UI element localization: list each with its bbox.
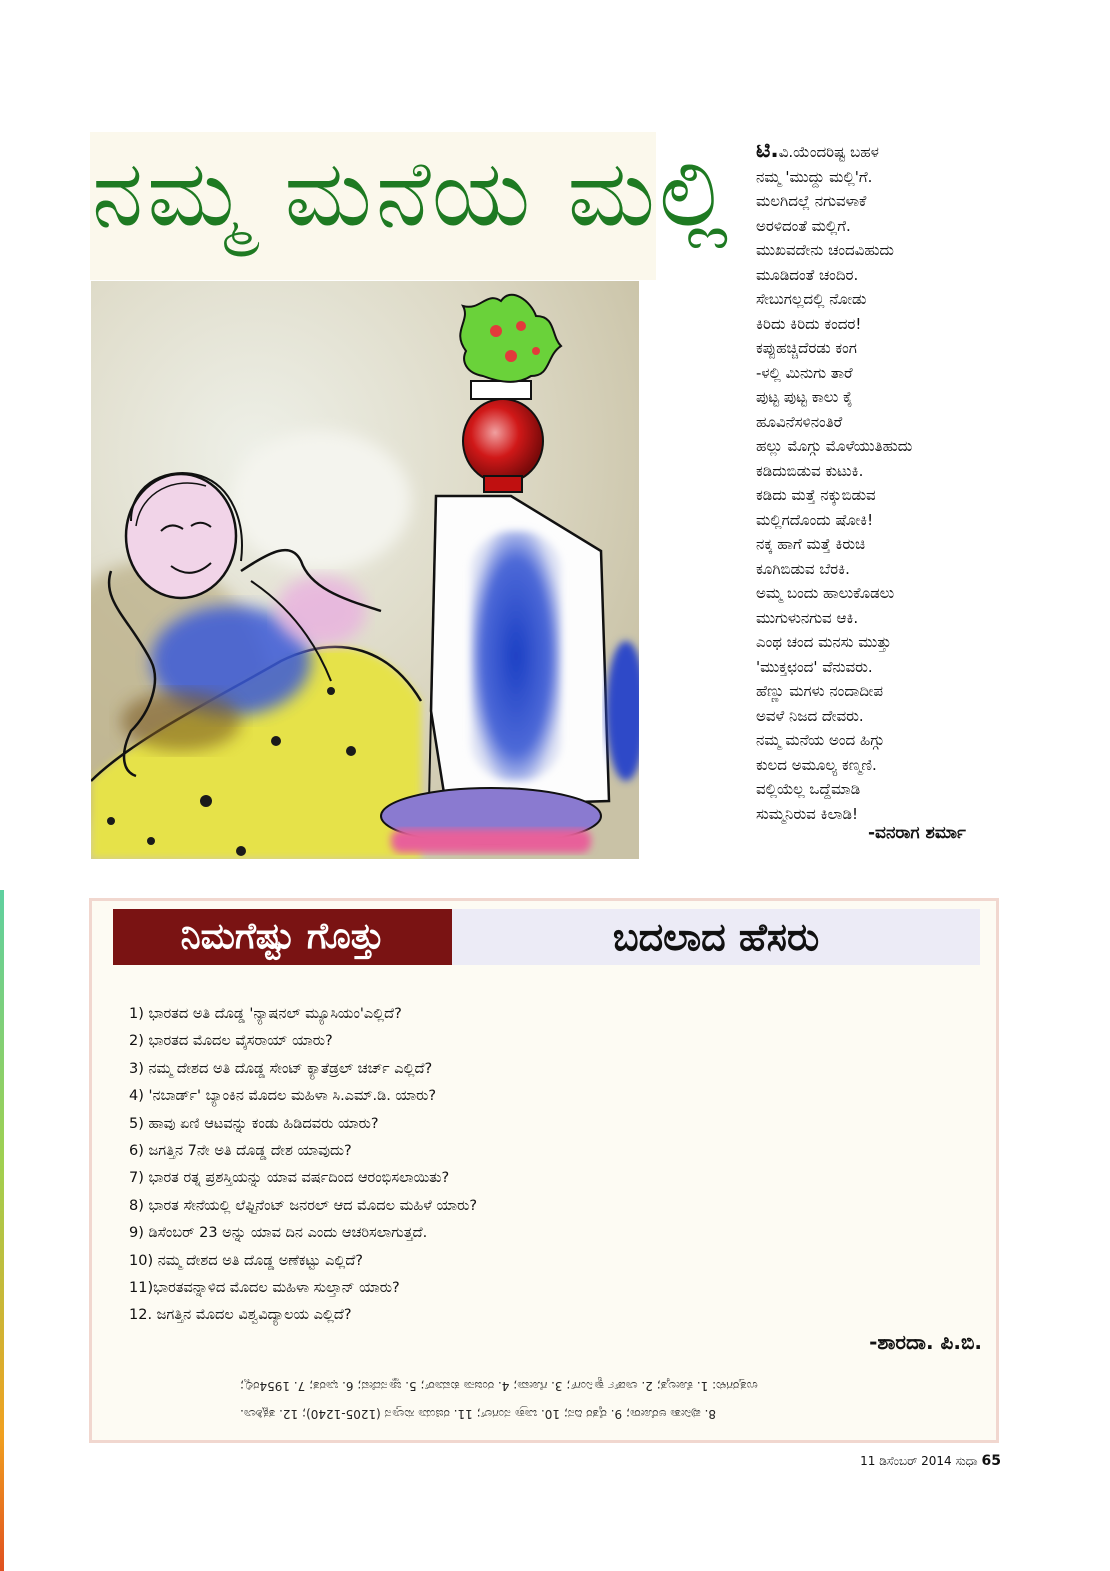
quiz-header-left: ನಿಮಗೆಷ್ಟು ಗೊತ್ತು (113, 909, 452, 965)
poem-line: ಕುಲದ ಅಮೂಲ್ಯ ಕಣ್ಮಣಿ. (756, 755, 877, 774)
poem-line: ಅಮ್ಮ ಬಂದು ಹಾಲುಕೊಡಲು (756, 584, 895, 602)
question-item: 8) ಭಾರತ ಸೇನೆಯಲ್ಲಿ ಲೆಫ್ಟಿನೆಂಟ್ ಜನರಲ್ ಆದ ಮೊದಲ ಮಹಿಳೆ ಯಾರು? (129, 1197, 478, 1214)
answer-line: ಉತ್ತರಗಳು: 1. ಕೋಲ್ಕತ; 2. ಲಾರ್ಡ್ ಕ್ಯಾನಿಂಗ್; 3. ಗೋವಾ; 4. ರಂಜನಾ ಕುಮಾರ್; 5. ಜ್ಞಾನದೇವ; 6. ಭಾರತ; 7. 1954ರಲ್ಲಿ; (240, 1379, 758, 1393)
question-item: 5) ಹಾವು ಏಣಿ ಆಟವನ್ನು ಕಂಡು ಹಿಡಿದವರು ಯಾರು? (129, 1115, 379, 1132)
page-footer (860, 1453, 1001, 1469)
poem-line: ಹೆಣ್ಣು ಮಗಳು ನಂದಾದೀಪ (756, 682, 883, 700)
question-item: 12. ಜಗತ್ತಿನ ಮೊದಲ ವಿಶ್ವವಿದ್ಯಾಲಯ ಎಲ್ಲಿದೆ? (129, 1307, 352, 1324)
footer-date: 11 ಡಿಸೆಂಬರ್ 2014 ಸುಧಾ (860, 1454, 978, 1468)
poem-line: ಕೂಗಿಬಿಡುವ ಬೆರಕಿ. (756, 559, 850, 578)
poem-line: ಪುಟ್ಟ ಪುಟ್ಟ ಕಾಲು ಕೈ (756, 388, 853, 406)
poem-line: ಮಲ್ಲಿಗದೊಂದು ಷೋಕಿ! (756, 510, 874, 529)
poem-line: ಹೂವಿನೆಸಳಿನಂತಿರೆ (756, 412, 843, 431)
poem (756, 139, 1056, 826)
question-item: 11)ಭಾರತವನ್ನಾಳಿದ ಮೊದಲ ಮಹಿಳಾ ಸುಲ್ತಾನ್ ಯಾರು? (129, 1280, 400, 1297)
poem-line: ಸೇಬುಗಲ್ಲದಲ್ಲಿ ನೋಡು (756, 290, 867, 308)
quiz-author: -ಶಾರದಾ. ಪಿ.ಬಿ. (869, 1330, 982, 1354)
poem-line: ನಮ್ಮ 'ಮುದ್ದು ಮಲ್ಲಿ'ಗೆ. (756, 167, 873, 186)
poem-line: ಸುಮ್ಮನಿರುವ ಕಿಲಾಡಿ! (756, 804, 858, 823)
poem-line: ನಮ್ಮ ಮನೆಯ ಅಂದ ಹಿಗ್ಗು (756, 731, 885, 749)
poem-line: ನಕ್ಕ ಹಾಗೆ ಮತ್ತೆ ಕಿರುಚಿ (756, 535, 866, 553)
poem-line: ಹಲ್ಲು ಮೊಗ್ಗು ಮೊಳೆಯುತಿಹುದು (756, 437, 913, 455)
question-item: 7) ಭಾರತ ರತ್ನ ಪ್ರಶಸ್ತಿಯನ್ನು ಯಾವ ವರ್ಷದಿಂದ ಆರಂಭಿಸಲಾಯಿತು? (129, 1170, 450, 1187)
quiz-questions (129, 1001, 477, 1330)
quiz-answers-upside-down (240, 1372, 980, 1428)
poem-line: ಮುಗುಳುನಗುವ ಆಕಿ. (756, 608, 859, 627)
page-number: 65 (981, 1453, 1001, 1469)
poem-line: ಕಪ್ಪುಹಚ್ಚಿದೆರಡು ಕಂಗ (756, 339, 857, 357)
question-item: 3) ನಮ್ಮ ದೇಶದ ಅತಿ ದೊಡ್ಡ ಸೇಂಟ್ ಕ್ಯಾತೆಡ್ರಲ್ ಚರ್ಚ್ ಎಲ್ಲಿದೆ? (129, 1060, 433, 1077)
poem-line: ಕಡಿದುಬಿಡುವ ಕುಟುಕಿ. (756, 461, 864, 480)
poem-line: ಮುಖವದೇನು ಚಂದವಿಹುದು (756, 241, 894, 259)
poem-author: -ವನರಾಗ ಶರ್ಮಾ (868, 823, 966, 843)
poem-drop-char: ಟಿ. (756, 138, 779, 163)
baby-watching-tv-illustration (91, 281, 639, 859)
answer-line: 8. ಪುನೀತಾ ಅರೋರಾ; 9. ರೈತರ ದಿನ; 10. ಬಾಕ್ರಾ ನಂಗಲ್; 11. ರಜಿಯಾ ಸುಲ್ತಾನ (1205-1240); 12. ತಕ್ಷಶಿಲಾ. (240, 1407, 717, 1421)
poem-line: ಕಡಿದು ಮತ್ತೆ ನಕ್ಕುಬಿಡುವ (756, 486, 876, 504)
poem-line: 'ಮುಕ್ತಛಂದ' ವೆನುವರು. (756, 657, 873, 676)
question-item: 1) ಭಾರತದ ಅತಿ ದೊಡ್ಡ 'ನ್ಯಾಷನಲ್ ಮ್ಯೂಸಿಯಂ'ಎಲ್ಲಿದೆ? (129, 1006, 402, 1022)
question-item: 2) ಭಾರತದ ಮೊದಲ ವೈಸರಾಯ್ ಯಾರು? (129, 1033, 333, 1050)
poem-line: ಅರಳಿದಂತೆ ಮಲ್ಲಿಗೆ. (756, 216, 851, 235)
poem-line: -ಳಲ್ಲಿ ಮಿನುಗು ತಾರೆ (756, 363, 853, 382)
poem-line: ಮೂಡಿದಂತೆ ಚಂದಿರ. (756, 265, 859, 284)
poem-first-line: ಟಿ.ವಿ.ಯೆಂದರಿಷ್ಟ ಬಹಳ (756, 138, 879, 163)
poem-line: ಎಂಥ ಚಂದ ಮನಸು ಮುತ್ತು (756, 633, 892, 651)
left-color-strip (0, 890, 4, 1571)
poem-line: ಮಲಗಿದಲ್ಲೆ ನಗುವಳಾಕೆ (756, 192, 867, 210)
page-title: ನಮ್ಮ ಮನೆಯ ಮಲ್ಲಿ (92, 140, 733, 247)
poem-line: ವಲ್ಲಿಯೆಲ್ಲ ಒದ್ದೆಮಾಡಿ (756, 780, 861, 798)
question-item: 4) 'ನಬಾರ್ಡ್' ಬ್ಯಾಂಕಿನ ಮೊದಲ ಮಹಿಳಾ ಸಿ.ಎಮ್.ಡಿ. ಯಾರು? (129, 1088, 437, 1105)
poem-line: ಅವಳೆ ನಿಜದ ದೇವರು. (756, 706, 864, 725)
poem-line: ಕಿರಿದು ಕಿರಿದು ಕಂದರ! (756, 314, 862, 333)
question-item: 6) ಜಗತ್ತಿನ 7ನೇ ಅತಿ ದೊಡ್ಡ ದೇಶ ಯಾವುದು? (129, 1143, 352, 1160)
question-item: 9) ಡಿಸೆಂಬರ್ 23 ಅನ್ನು ಯಾವ ದಿನ ಎಂದು ಆಚರಿಸಲಾಗುತ್ತದೆ. (129, 1225, 428, 1242)
question-item: 10) ನಮ್ಮ ದೇಶದ ಅತಿ ದೊಡ್ಡ ಅಣೆಕಟ್ಟು ಎಲ್ಲಿದೆ? (129, 1252, 364, 1269)
quiz-header-right: ಬದಲಾದ ಹೆಸರು (452, 909, 980, 965)
